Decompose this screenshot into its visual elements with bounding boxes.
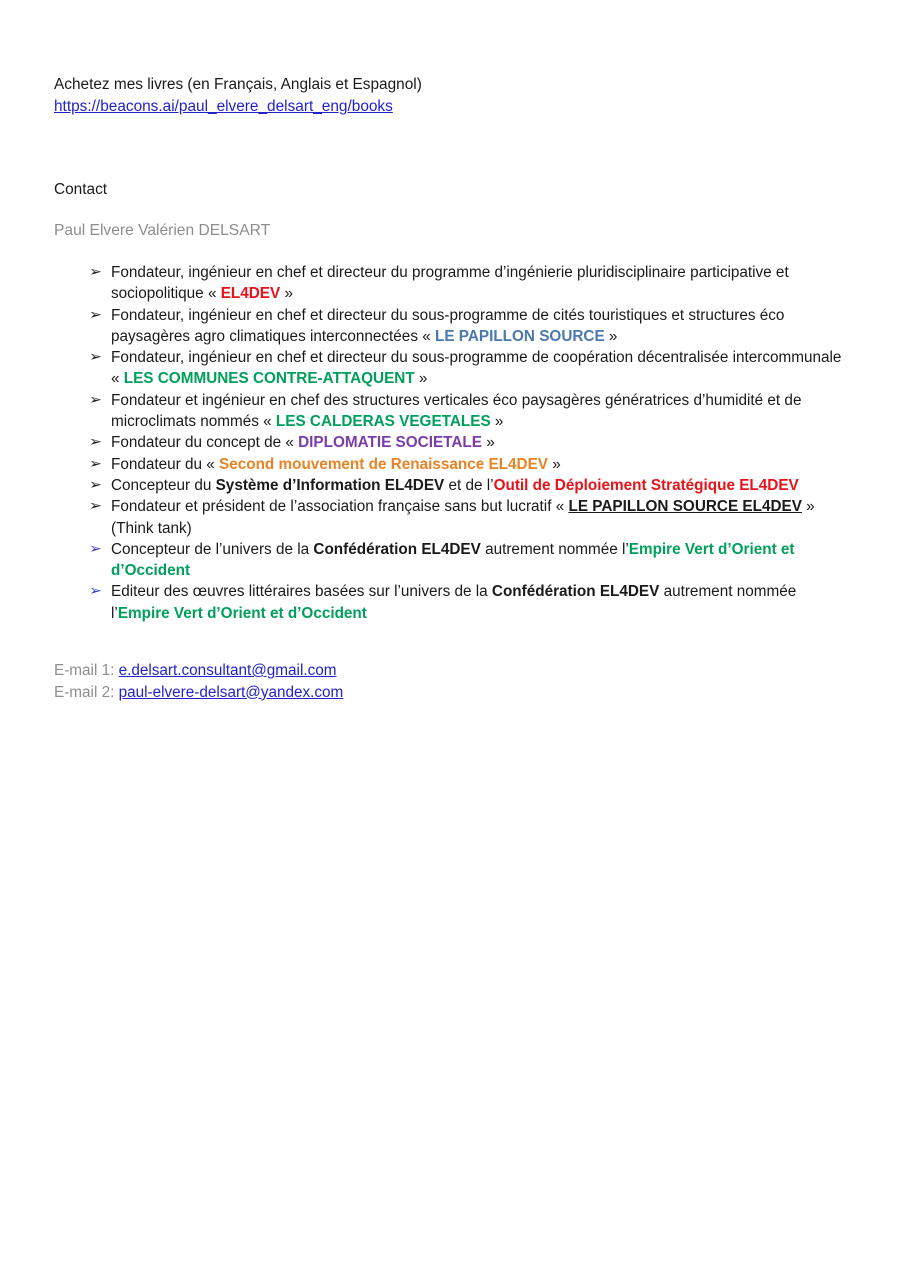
credentials-list [54,262,854,624]
list-item [54,539,854,582]
list-item-text [111,305,854,348]
text-run: LE PAPILLON SOURCE EL4DEV [568,498,802,516]
arrow-bullet-icon: ➢ [89,264,103,280]
text-run: Fondateur, ingénieur en chef et directeur du sous-programme de cités touristiques et structures éco paysagères agro climatiques interconnectées « [111,306,785,345]
arrow-bullet-icon: ➢ [89,583,103,600]
arrow-bullet-icon: ➢ [89,306,103,323]
text-run: Fondateur du concept de « [111,434,299,452]
text-run: » [490,413,504,431]
list-item [54,390,854,433]
list-item-text [111,347,854,390]
text-run: DIPLOMATIE SOCIETALE [298,434,482,452]
books-link[interactable]: https://beacons.ai/paul_elvere_delsart_eng/books [54,98,393,115]
email-label: E-mail 1: [54,662,119,679]
buy-books-headline: Achetez mes livres (en Français, Anglais et Espagnol) [54,76,422,93]
text-run: LES COMMUNES CONTRE-ATTAQUENT [123,370,415,388]
text-run: » [280,285,293,303]
list-item [54,305,854,348]
text-run: Outil de Déploiement Stratégique EL4DEV [493,476,799,494]
list-item [54,581,854,624]
arrow-bullet-icon: ➢ [89,349,103,366]
text-run: » [604,327,618,345]
arrow-bullet-icon: ➢ [89,391,103,408]
text-run: Confédération EL4DEV [491,583,660,601]
email-link[interactable]: e.delsart.consultant@gmail.com [118,662,337,679]
text-run: » [481,434,495,452]
list-item-text [111,581,854,624]
text-run: » (Think tank) [111,498,815,537]
text-run: LE PAPILLON SOURCE [434,327,605,345]
text-run: Fondateur du « [111,455,220,473]
contact-section-label: Contact [54,181,108,198]
text-run: » [548,455,561,473]
list-item [54,262,854,305]
text-run: Second mouvement de Renaissance EL4DEV [219,455,549,473]
email-link[interactable]: paul-elvere-delsart@yandex.com [118,683,344,701]
list-item-text [111,496,854,539]
text-run: Fondateur et président de l’association française sans but lucratif « [111,498,569,516]
text-run: Editeur des œuvres littéraires basées sur l’univers de la [111,583,492,601]
text-run: Empire Vert d’Orient et d’Occident [117,604,367,622]
intro-block [54,74,854,118]
arrow-bullet-icon: ➢ [89,498,103,515]
list-item-text [111,454,854,475]
email-row [54,682,343,704]
arrow-bullet-icon: ➢ [89,540,103,557]
text-run: LES CALDERAS VEGETALES [275,413,491,431]
contact-person-name: Paul Elvere Valérien DELSART [54,222,271,239]
list-item-text [111,262,854,305]
arrow-bullet-icon: ➢ [89,434,103,451]
list-item-text [111,475,854,496]
text-run: Système d’Information EL4DEV [215,476,445,494]
arrow-bullet-icon: ➢ [89,476,103,493]
text-run: autrement nommée l’ [111,583,797,622]
email-label: E-mail 2: [54,683,119,701]
text-run: Fondateur, ingénieur en chef et directeur du sous-programme de coopération décentralisée intercommunale « [111,349,842,388]
list-item [54,496,854,539]
list-item [54,347,854,390]
emails-block [54,660,343,703]
text-run: » [414,370,428,388]
text-run: EL4DEV [220,285,281,303]
text-run: autrement nommée l’ [480,540,629,558]
text-run: Confédération EL4DEV [313,540,481,558]
arrow-bullet-icon: ➢ [89,455,103,472]
text-run: Fondateur, ingénieur en chef et directeur du programme d’ingénierie pluridisciplinaire participative et sociopolitique « [111,264,789,303]
list-item [54,454,854,475]
text-run: Concepteur du [111,476,216,494]
email-row [54,660,343,682]
list-item-text [111,539,854,582]
list-item-text [111,432,854,453]
list-item [54,432,854,453]
text-run: Empire Vert d’Orient et d’Occident [111,540,795,580]
list-item [54,475,854,496]
text-run: Fondateur et ingénieur en chef des structures verticales éco paysagères génératrices d’humidité et de microclimats nommés « [111,391,802,431]
text-run: Concepteur de l’univers de la [111,540,314,558]
list-item-text [111,390,854,433]
text-run: et de l’ [444,476,494,494]
